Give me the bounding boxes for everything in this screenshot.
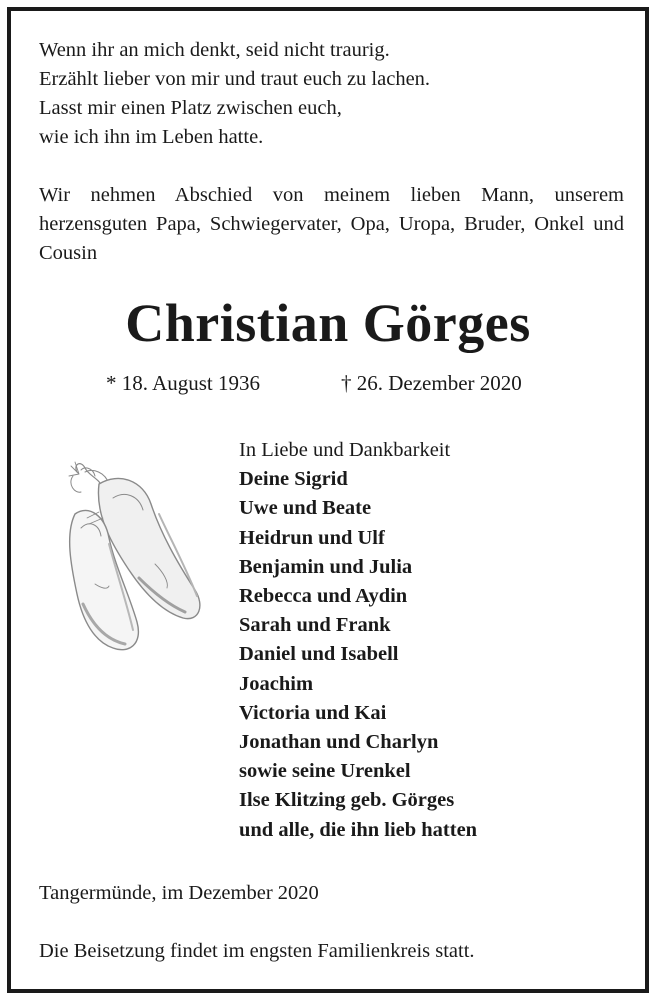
birth-date: * 18. August 1936 — [106, 371, 261, 395]
mourners-lead: In Liebe und Dankbarkeit — [239, 439, 451, 461]
mourner-name: Ilse Klitzing geb. Görges — [239, 789, 455, 812]
mourner-name: Victoria und Kai — [239, 701, 387, 724]
mourner-name: Daniel und Isabell — [239, 643, 399, 666]
memorial-poem — [39, 36, 430, 152]
mourner-name: Uwe und Beate — [239, 497, 372, 520]
mourner-name: Rebecca und Aydin — [239, 585, 408, 608]
poem-line: Erzählt lieber von mir und traut euch zu lachen. — [39, 68, 431, 90]
poem-line: Wenn ihr an mich denkt, seid nicht traurig. — [39, 39, 390, 61]
poem-line: wie ich ihn im Leben hatte. — [39, 126, 264, 148]
death-date: † 26. Dezember 2020 — [341, 371, 522, 395]
mourner-name: und alle, die ihn lieb hatten — [239, 818, 478, 841]
place-and-date: Tangermünde, im Dezember 2020 — [39, 882, 319, 904]
mourner-name: Jonathan und Charlyn — [239, 731, 439, 754]
mourner-name: Sarah und Frank — [239, 614, 391, 637]
obituary-frame — [7, 7, 649, 993]
mourner-name: Benjamin und Julia — [239, 555, 413, 578]
mourner-name: sowie seine Urenkel — [239, 760, 411, 783]
poem-line: Lasst mir einen Platz zwischen euch, — [39, 97, 342, 119]
burial-note: Die Beisetzung findet im engsten Familienkreis statt. — [39, 940, 475, 962]
farewell-intro: Wir nehmen Abschied von meinem lieben Mann, unserem herzensguten Papa, Schwiegervater, Opa, Uropa, Bruder, Onkel und Cousin — [39, 184, 624, 264]
ballet-shoes-drawing-icon — [59, 454, 209, 659]
mourners-list — [239, 436, 477, 845]
deceased-name: Christian Görges — [125, 293, 531, 353]
mourner-name: Deine Sigrid — [239, 468, 348, 491]
mourner-name: Heidrun und Ulf — [239, 526, 385, 549]
mourner-name: Joachim — [239, 672, 314, 695]
